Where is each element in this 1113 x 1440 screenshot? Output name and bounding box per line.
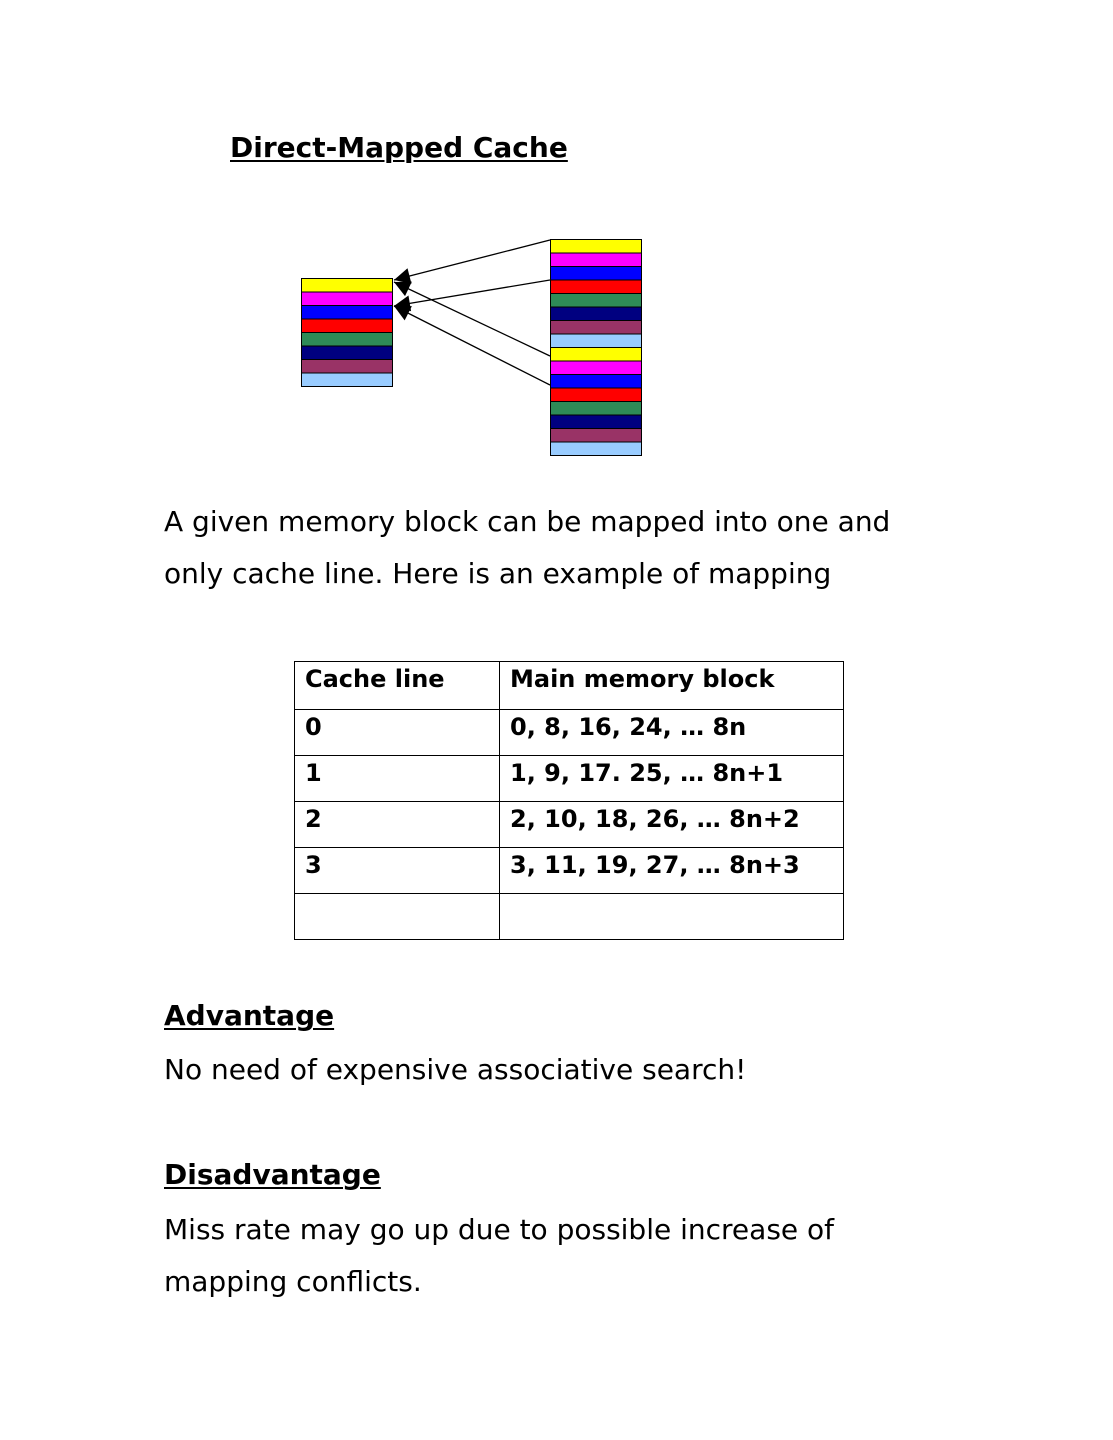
table-row [295, 802, 844, 848]
advantage-text: No need of expensive associative search! [164, 1053, 747, 1086]
table-row [295, 710, 844, 756]
intro-paragraph [164, 496, 890, 600]
mapping-arrow-line [394, 240, 550, 280]
table-row [295, 848, 844, 894]
advantage-heading: Advantage [164, 999, 335, 1032]
intro-line-1: A given memory block can be mapped into one and [164, 505, 891, 538]
memory-block [551, 375, 642, 389]
cache-line-block [302, 346, 393, 360]
memory-block [551, 253, 642, 267]
table-header-row [295, 662, 844, 710]
arrowhead-icon [394, 268, 411, 283]
memory-block [551, 334, 642, 348]
table-row [295, 894, 844, 940]
memory-block [551, 267, 642, 281]
memory-block [551, 240, 642, 254]
cache-line-block [302, 306, 393, 320]
table-cell: 1 [295, 756, 500, 802]
disadvantage-line-1: Miss rate may go up due to possible increase of [164, 1213, 835, 1246]
page-title: Direct-Mapped Cache [230, 131, 568, 164]
disadvantage-heading: Disadvantage [164, 1158, 381, 1191]
cache-stack [302, 279, 393, 387]
intro-line-2: only cache line. Here is an example of mapping [164, 557, 832, 590]
table-row [295, 756, 844, 802]
memory-block [551, 415, 642, 429]
table-cell: 0, 8, 16, 24, … 8n [500, 710, 844, 756]
cache-line-block [302, 292, 393, 306]
mapping-table [294, 661, 844, 940]
table-cell: 3, 11, 19, 27, … 8n+3 [500, 848, 844, 894]
memory-block [551, 280, 642, 294]
memory-stack [551, 240, 642, 456]
cache-line-block [302, 360, 393, 374]
memory-block [551, 429, 642, 443]
table-cell [500, 894, 844, 940]
cache-line-block [302, 279, 393, 293]
cache-line-block [302, 319, 393, 333]
memory-block [551, 348, 642, 362]
disadvantage-text [164, 1204, 834, 1308]
memory-block [551, 361, 642, 375]
table-cell: 3 [295, 848, 500, 894]
cache-line-block [302, 373, 393, 387]
memory-block [551, 388, 642, 402]
cache-line-block [302, 333, 393, 347]
memory-block [551, 307, 642, 321]
memory-block [551, 321, 642, 335]
memory-block [551, 402, 642, 416]
header-cache-line: Cache line [295, 662, 500, 710]
memory-block [551, 442, 642, 456]
disadvantage-line-2: mapping conflicts. [164, 1265, 422, 1298]
cache-mapping-diagram [0, 0, 1113, 480]
header-main-memory-block: Main memory block [500, 662, 844, 710]
table-cell [295, 894, 500, 940]
memory-block [551, 294, 642, 308]
mapping-arrows [394, 240, 550, 385]
table-cell: 1, 9, 17. 25, … 8n+1 [500, 756, 844, 802]
table-cell: 0 [295, 710, 500, 756]
table-cell: 2, 10, 18, 26, … 8n+2 [500, 802, 844, 848]
table-cell: 2 [295, 802, 500, 848]
